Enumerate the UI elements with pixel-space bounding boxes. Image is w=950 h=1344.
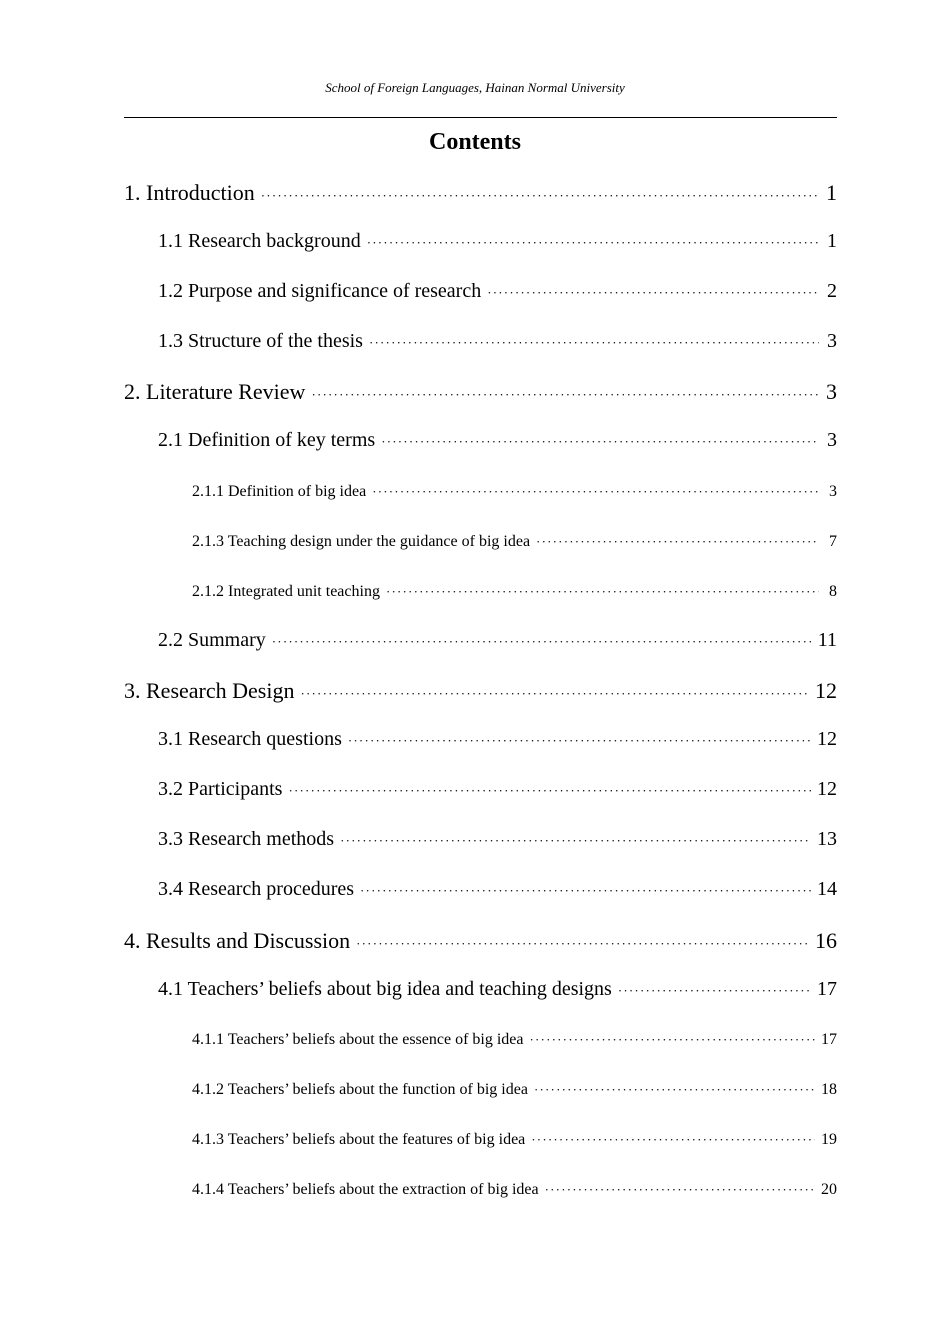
toc-entry-page: 12 <box>815 678 837 704</box>
toc-entry[interactable] <box>124 1117 837 1167</box>
running-header: School of Foreign Languages, Hainan Normal University <box>325 80 625 95</box>
toc-entry-page: 12 <box>817 728 837 751</box>
toc-entry-label: 1.1 Research background <box>158 229 361 252</box>
toc-entry[interactable] <box>124 469 837 519</box>
toc-entry[interactable] <box>124 1167 837 1217</box>
dot-leader <box>369 335 819 351</box>
toc-entry-label: 4.1.4 Teachers’ beliefs about the extraction of big idea <box>192 1180 539 1198</box>
toc-entry-page: 3 <box>829 483 837 501</box>
toc-entry-page: 1 <box>826 180 837 205</box>
toc-entry-page: 11 <box>817 628 837 651</box>
toc-entry-label: 2.2 Summary <box>158 628 266 651</box>
toc-entry-label: 4.1.3 Teachers’ beliefs about the features of big idea <box>192 1131 526 1149</box>
toc-entry-page: 3 <box>827 429 837 452</box>
toc-entry-label: 1.2 Purpose and significance of research <box>158 279 482 302</box>
toc-entry-page: 17 <box>817 977 837 1000</box>
toc-entry-label: 3.4 Research procedures <box>158 877 355 900</box>
toc-entry-label: 2. Literature Review <box>124 379 306 405</box>
toc-entry[interactable] <box>124 569 837 619</box>
toc-entry-label: 1. Introduction <box>124 180 255 205</box>
toc-entry-page: 20 <box>821 1180 837 1198</box>
toc-entry[interactable] <box>124 170 837 220</box>
toc-entry[interactable] <box>124 718 837 768</box>
dot-leader <box>487 285 819 301</box>
dot-leader <box>381 434 819 450</box>
dot-leader <box>348 733 811 749</box>
toc-entry[interactable] <box>124 868 837 918</box>
toc-entry[interactable] <box>124 1017 837 1067</box>
toc-entry[interactable] <box>124 419 837 469</box>
toc-entry-page: 3 <box>826 379 837 405</box>
toc-entry-page: 1 <box>827 229 837 252</box>
dot-leader <box>356 936 809 952</box>
toc-entry-label: 3.2 Participants <box>158 778 283 801</box>
toc-entry-page: 17 <box>821 1031 837 1049</box>
dot-leader <box>534 1082 815 1098</box>
toc-entry[interactable] <box>124 619 837 669</box>
toc-entry[interactable] <box>124 818 837 868</box>
dot-leader <box>536 534 819 550</box>
header-divider <box>124 117 837 118</box>
toc-entry-page: 3 <box>827 329 837 352</box>
dot-leader <box>272 634 812 650</box>
toc-entry-label: 4.1.2 Teachers’ beliefs about the function of big idea <box>192 1081 528 1099</box>
toc-entry-label: 3.1 Research questions <box>158 728 342 751</box>
dot-leader <box>360 883 811 899</box>
toc-entry[interactable] <box>124 918 837 968</box>
toc-entry[interactable] <box>124 519 837 569</box>
toc-entry[interactable] <box>124 768 837 818</box>
toc-entry-page: 12 <box>817 778 837 801</box>
toc-entry-label: 3.3 Research methods <box>158 827 335 850</box>
dot-leader <box>367 235 819 251</box>
toc-entry-page: 18 <box>821 1081 837 1099</box>
toc-entry-label: 4.1 Teachers’ beliefs about big idea and teaching designs <box>158 977 612 1000</box>
dot-leader <box>545 1182 815 1198</box>
toc-entry-page: 7 <box>829 532 837 550</box>
page-title: Contents <box>428 129 521 155</box>
toc-entry[interactable] <box>124 369 837 419</box>
dot-leader <box>618 983 811 999</box>
toc-entry-page: 16 <box>815 927 837 953</box>
toc-entry-page: 14 <box>817 877 837 900</box>
dot-leader <box>372 484 819 500</box>
toc-entry-label: 4. Results and Discussion <box>124 927 351 953</box>
toc-entry[interactable] <box>124 220 837 270</box>
table-of-contents <box>124 170 837 1217</box>
dot-leader <box>531 1132 815 1148</box>
dot-leader <box>261 188 819 204</box>
toc-entry-label: 2.1.2 Integrated unit teaching <box>192 582 380 600</box>
toc-entry-label: 1.3 Structure of the thesis <box>158 329 363 352</box>
dot-leader <box>386 584 819 600</box>
toc-entry[interactable] <box>124 968 837 1018</box>
dot-leader <box>288 783 811 799</box>
dot-leader <box>530 1032 816 1048</box>
toc-entry-label: 4.1.1 Teachers’ beliefs about the essence of big idea <box>192 1031 524 1049</box>
toc-entry-label: 2.1 Definition of key terms <box>158 429 376 452</box>
toc-entry-page: 8 <box>829 582 837 600</box>
toc-entry-label: 2.1.1 Definition of big idea <box>192 483 367 501</box>
toc-entry[interactable] <box>124 320 837 370</box>
toc-entry-page: 13 <box>817 827 837 850</box>
dot-leader <box>311 387 819 403</box>
toc-entry-page: 19 <box>821 1131 837 1149</box>
toc-entry-label: 3. Research Design <box>124 678 295 704</box>
dot-leader <box>300 686 809 702</box>
toc-entry[interactable] <box>124 270 837 320</box>
toc-entry[interactable] <box>124 668 837 718</box>
toc-entry[interactable] <box>124 1067 837 1117</box>
dot-leader <box>340 833 811 849</box>
toc-entry-label: 2.1.3 Teaching design under the guidance of big idea <box>192 532 531 550</box>
toc-entry-page: 2 <box>827 279 837 302</box>
